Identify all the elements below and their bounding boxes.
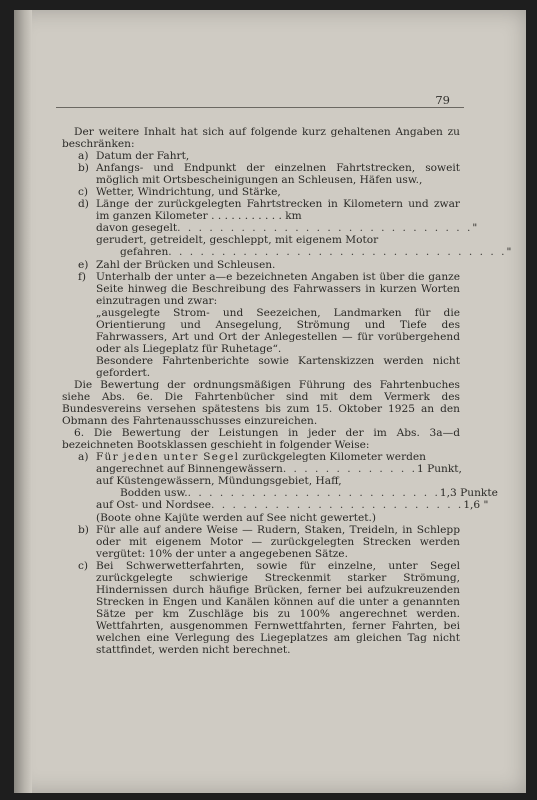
item-text: Länge der zurückgelegten Fahrtstrecken in Kilometern und zwar im ganzen Kilometer <box>96 198 460 223</box>
list-item-b <box>62 162 460 186</box>
header-rule <box>56 107 464 108</box>
leader-dots: . . . . . . . . . . . . . . . . . . . . . . . . <box>187 487 440 500</box>
item-text: Wetter, Windrichtung, und Stärke, <box>96 186 281 199</box>
list-item-f <box>62 271 460 307</box>
rate-text: auf Ost- und Nordsee <box>96 499 212 512</box>
list-item-d <box>62 198 460 222</box>
rate-text: Bodden usw. <box>120 487 188 500</box>
f-note: Besondere Fahrtenberichte sowie Kartenskizzen werden nicht gefordert. <box>96 354 460 379</box>
item-text: Zahl der Brücken und Schleusen. <box>96 258 276 271</box>
section-6-item-b <box>62 524 460 560</box>
item-label: a) <box>78 150 89 163</box>
page-body <box>62 126 512 657</box>
rate-value: 1,6 " <box>463 499 489 512</box>
rate-row-bodden <box>62 487 498 500</box>
item-label: b) <box>78 162 89 175</box>
leader-dots: . . . . . . . . . . . . . . . . . . . . . . . . . . . . . . . . <box>168 246 507 259</box>
rate-row-inland <box>62 463 460 475</box>
rate-row-sea <box>62 499 489 512</box>
rate-value: 1,3 Punkte <box>439 487 498 500</box>
d-line-sailed <box>62 222 478 235</box>
item-text: Datum der Fahrt, <box>96 150 190 163</box>
d-line-unit: " <box>472 222 478 235</box>
item-label: a) <box>78 451 89 464</box>
item-label: b) <box>78 523 89 536</box>
leader-dots: . . . . . . . . . . . . . <box>282 463 417 476</box>
rate-value: 1 Punkt, <box>417 463 462 476</box>
f-quote: „ausgelegte Strom- und Seezeichen, Landmarken für die Orientierung und Ansegelung, Strömung und Tiefe des Fahrwassers, Art und Ort der Anlegestellen — für vorübergehend oder als Liegeplatz für Ruhetage“. <box>96 306 460 355</box>
book-page <box>14 10 526 793</box>
evaluation-paragraph: Die Bewertung der ordnungsmäßigen Führung des Fahrtenbuches siehe Abs. 6e. Die Fahrtenbücher sind mit dem Vermerk des Bundesvereins versehen spätestens bis zum 15. Oktober 1925 an den Obmann des Fahrtenausschusses einzureichen. <box>62 378 460 428</box>
item-text: Anfangs- und Endpunkt der einzelnen Fahrtstrecken, soweit möglich mit Ortsbescheinigungen an Schleusen, Häfen usw., <box>96 162 460 187</box>
section-6-item-c <box>62 560 460 656</box>
page-gutter-shadow <box>14 10 32 793</box>
d-line-text: davon gesegelt <box>96 222 178 235</box>
rate-note: (Boote ohne Kajüte werden auf See nicht gewertet.) <box>96 511 377 524</box>
list-item-a <box>62 150 460 162</box>
item-label: f) <box>78 270 87 283</box>
item-text: Für alle auf andere Weise — Rudern, Staken, Treideln, in Schlepp oder mit eigenem Motor — zurückgelegten Strecken werden vergütet: 10% der unter a angegebenen Sätze. <box>96 523 460 560</box>
section-6-heading: 6. Die Bewertung der Leistungen in jeder der im Abs. 3a—d bezeichneten Bootsklassen geschieht in folgender Weise: <box>62 427 460 452</box>
leader-dots: . . . . . . . . . . . . . . . . . . . . . . . . <box>211 499 464 512</box>
item-text: Unterhalb der unter a—e bezeichneten Angaben ist über die ganze Seite hinweg die Beschreibung des Fahrwassers in kurzen Worten einzutragen und zwar: <box>96 270 460 307</box>
item-label: c) <box>78 559 89 572</box>
d-line-text: gefahren <box>120 246 169 259</box>
item-lead-spaced: Für jeden unter Segel <box>96 451 240 464</box>
d-line-rowed: gerudert, getreidelt, geschleppt, mit eigenem Motor <box>96 234 379 247</box>
list-item-e <box>62 259 460 271</box>
item-text: Bei Schwerwetterfahrten, sowie für einzelne, unter Segel zurückgelegte schwierige Streckenmit starker Strömung, Hindernissen durch häufige Brücken, ferner bei aufzukreuzenden Strecken in Engen und Kanälen können auf die unter a genannten Sätze per km Zuschläge bis zu 100% angerechnet werden. Wettfahrten, ausgenommen Fernwettfahrten, ferner Fahrten, bei welchen eine Verlegung des Liegeplatzes am gleichen Tag nicht stattfindet, werden nicht berechnet. <box>96 559 460 657</box>
section-6-item-a <box>62 451 460 463</box>
d-line-driven <box>62 246 512 259</box>
leader-dots: . . . . . . . . . . . . . . . . . . . . . . . . . . . . <box>177 222 473 235</box>
d-line-unit: " <box>506 246 512 259</box>
intro-paragraph: Der weitere Inhalt hat sich auf folgende kurz gehaltenen Angaben zu beschränken: <box>62 126 460 151</box>
item-lead-rest: zurückgelegten Kilometer werden <box>239 451 427 464</box>
item-label: d) <box>78 198 89 211</box>
item-unit: km <box>285 210 302 223</box>
item-label: e) <box>78 258 89 271</box>
rate-row-coastal: auf Küstengewässern, Mündungsgebiet, Haff, <box>96 475 342 488</box>
rate-text: angerechnet auf Binnengewässern <box>96 463 283 476</box>
item-label: c) <box>78 186 89 199</box>
leader-dots: . . . . . . . . . . . <box>207 210 286 223</box>
list-item-c <box>62 186 460 198</box>
page-number: 79 <box>435 93 450 107</box>
